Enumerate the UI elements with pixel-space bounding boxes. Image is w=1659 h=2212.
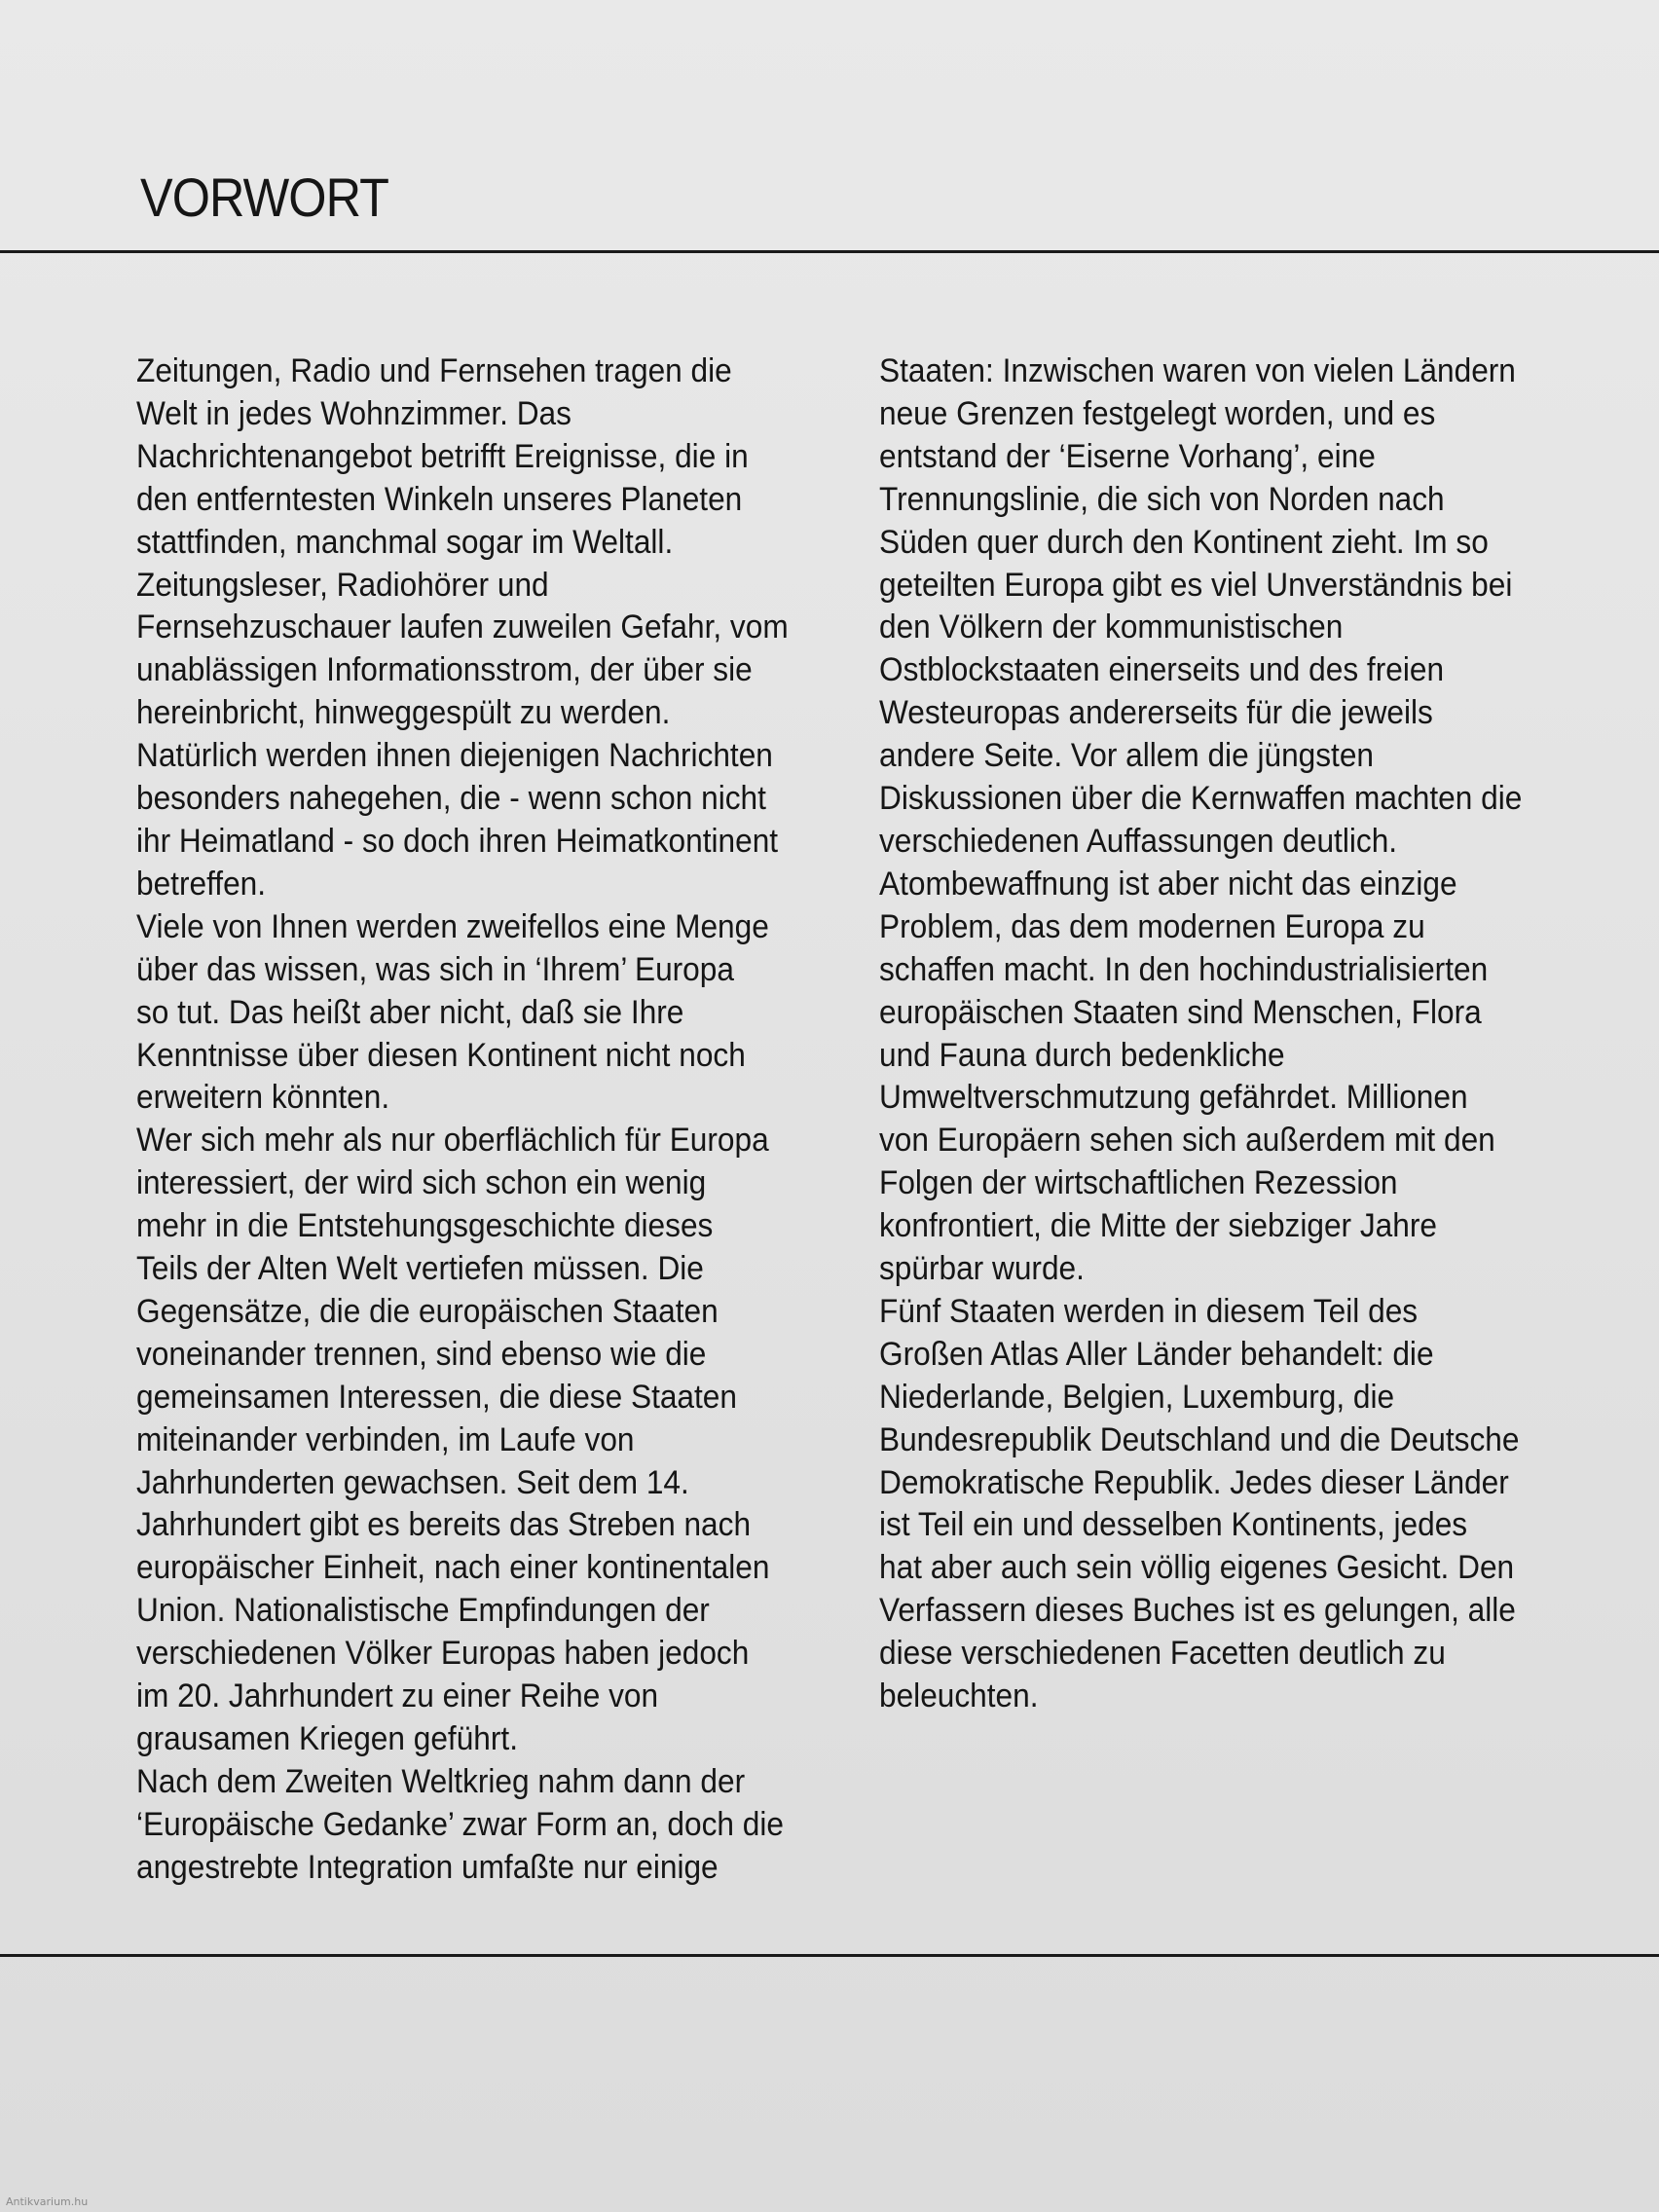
text-line: Wer sich mehr als nur oberflächlich für Europa [136,1122,769,1160]
text-column-right [879,350,1570,1718]
text-line: europäischer Einheit, nach einer kontinentalen [136,1549,770,1587]
text-line: Viele von Ihnen werden zweifellos eine Menge [136,907,769,945]
text-line: ist Teil ein und desselben Kontinents, jedes [879,1506,1468,1544]
text-line: hereinbricht, hinweggespült zu werden. [136,694,671,732]
text-line: besonders nahegehen, die - wenn schon nicht [136,780,766,818]
text-line: Fünf Staaten werden in diesem Teil des [879,1292,1419,1330]
text-line: mehr in die Entstehungsgeschichte dieses [136,1207,714,1245]
text-line: über das wissen, was sich in ‘Ihrem’ Europa [136,950,734,988]
text-line: entstand der ‘Eiserne Vorhang’, eine [879,437,1376,475]
text-line: Trennungslinie, die sich von Norden nach [879,480,1445,518]
text-line: diese verschiedenen Facetten deutlich zu [879,1635,1446,1673]
text-line: Fernsehzuschauer laufen zuweilen Gefahr, vom [136,608,789,646]
text-line: geteilten Europa gibt es viel Unverständnis bei [879,566,1513,604]
text-line: Kenntnisse über diesen Kontinent nicht noch [136,1036,746,1074]
text-line: Jahrhunderten gewachsen. Seit dem 14. [136,1463,689,1501]
text-line: verschiedenen Auffassungen deutlich. [879,822,1398,860]
text-column-left [136,350,837,1890]
text-line: den Völkern der kommunistischen [879,608,1344,646]
text-line: europäischen Staaten sind Menschen, Flora [879,993,1482,1031]
text-line: Teils der Alten Welt vertiefen müssen. Die [136,1250,704,1288]
text-line: konfrontiert, die Mitte der siebziger Jahre [879,1207,1437,1245]
text-line: interessiert, der wird sich schon ein wenig [136,1164,707,1202]
text-line: neue Grenzen festgelegt worden, und es [879,394,1436,432]
text-line: Zeitungsleser, Radiohörer und [136,566,549,604]
text-line: gemeinsamen Interessen, die diese Staaten [136,1378,737,1416]
text-line: andere Seite. Vor allem die jüngsten [879,737,1375,775]
text-line: von Europäern sehen sich außerdem mit den [879,1122,1495,1160]
text-line: Süden quer durch den Kontinent zieht. Im so [879,523,1489,561]
page-title: VORWORT [140,166,389,228]
text-line: Verfassern dieses Buches ist es gelungen, alle [879,1592,1516,1630]
text-line: Folgen der wirtschaftlichen Rezession [879,1164,1398,1202]
text-line: Großen Atlas Aller Länder behandelt: die [879,1335,1434,1373]
text-line: verschiedenen Völker Europas haben jedoch [136,1635,750,1673]
text-line: Nachrichtenangebot betrifft Ereignisse, die in [136,437,749,475]
text-line: voneinander trennen, sind ebenso wie die [136,1335,707,1373]
text-line: miteinander verbinden, im Laufe von [136,1420,635,1458]
bottom-divider [0,1954,1659,1957]
text-line: Gegensätze, die die europäischen Staaten [136,1292,719,1330]
text-line: im 20. Jahrhundert zu einer Reihe von [136,1677,659,1715]
text-line: Atombewaffnung ist aber nicht das einzige [879,865,1457,903]
text-line: Zeitungen, Radio und Fernsehen tragen die [136,352,732,389]
text-line: beleuchten. [879,1677,1039,1715]
text-line: stattfinden, manchmal sogar im Weltall. [136,523,674,561]
top-divider [0,250,1659,253]
text-line: ‘Europäische Gedanke’ zwar Form an, doch die [136,1805,784,1843]
text-line: ihr Heimatland - so doch ihren Heimatkontinent [136,822,779,860]
text-line: und Fauna durch bedenkliche [879,1036,1285,1074]
text-line: Ostblockstaaten einerseits und des freien [879,651,1445,689]
text-line: grausamen Kriegen geführt. [136,1720,518,1757]
text-line: Westeuropas andererseits für die jeweils [879,694,1433,732]
text-line: Jahrhundert gibt es bereits das Streben nach [136,1506,752,1544]
text-line: Natürlich werden ihnen diejenigen Nachrichten [136,737,773,775]
text-line: angestrebte Integration umfaßte nur einige [136,1848,719,1886]
text-line: hat aber auch sein völlig eigenes Gesicht. Den [879,1549,1515,1587]
text-line: so tut. Das heißt aber nicht, daß sie Ihre [136,993,684,1031]
text-line: Nach dem Zweiten Weltkrieg nahm dann der [136,1762,746,1800]
text-line: schaffen macht. In den hochindustrialisierten [879,950,1489,988]
text-line: Union. Nationalistische Empfindungen der [136,1592,710,1630]
watermark: Antikvarium.hu [6,2195,89,2208]
text-line: unablässigen Informationsstrom, der über sie [136,651,753,689]
text-line: spürbar wurde. [879,1250,1085,1288]
text-line: betreffen. [136,865,267,903]
text-line: Umweltverschmutzung gefährdet. Millionen [879,1079,1468,1117]
text-line: Bundesrepublik Deutschland und die Deutsche [879,1420,1520,1458]
text-line: Staaten: Inzwischen waren von vielen Ländern [879,352,1516,389]
text-line: erweitern könnten. [136,1079,390,1117]
text-line: Niederlande, Belgien, Luxemburg, die [879,1378,1395,1416]
text-line: Diskussionen über die Kernwaffen machten die [879,780,1523,818]
text-line: Demokratische Republik. Jedes dieser Länder [879,1463,1509,1501]
text-line: Problem, das dem modernen Europa zu [879,907,1425,945]
text-line: den entferntesten Winkeln unseres Planeten [136,480,743,518]
text-line: Welt in jedes Wohnzimmer. Das [136,394,571,432]
